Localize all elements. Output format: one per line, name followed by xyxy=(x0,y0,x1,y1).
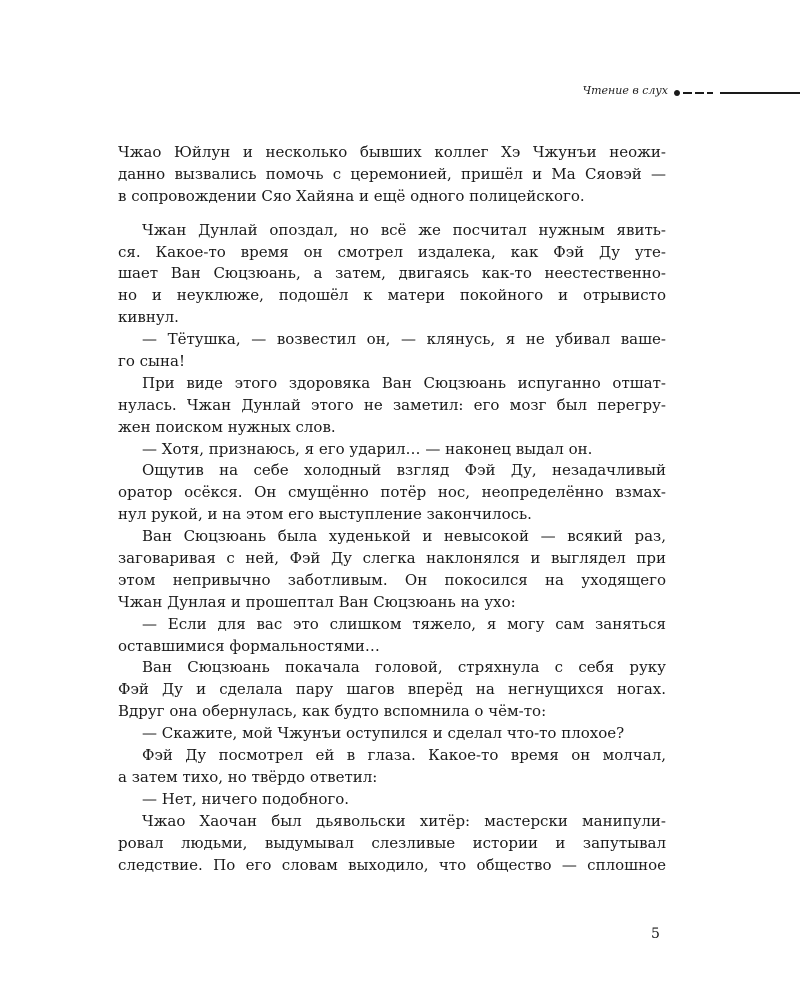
text-line: а затем тихо, но твёрдо ответил: xyxy=(118,767,378,786)
text-line: в сопровождении Сяо Хайяна и ещё одного полицейского. xyxy=(118,186,585,205)
text-line: этом непривычно заботливым. Он покосился на уходящего xyxy=(118,570,666,589)
section-gap xyxy=(118,208,666,220)
text-line: нул рукой, и на этом его выступление закончилось. xyxy=(118,505,532,524)
text-line: данно вызвались помочь с церемонией, пришёл и Ма Сяовэй — xyxy=(118,164,666,183)
text-line: Вдруг она обернулась, как будто вспомнила о чём-то: xyxy=(118,702,547,721)
text-line: — Нет, ничего подобного. xyxy=(142,789,350,808)
text-line: оставшимися формальностями… xyxy=(118,636,380,655)
text-line: — Скажите, мой Чжунъи оступился и сделал что-то плохое? xyxy=(142,724,625,743)
text-line: ся. Какое-то время он смотрел издалека, как Фэй Ду уте- xyxy=(118,242,666,261)
text-line: Фэй Ду посмотрел ей в глаза. Какое-то время он молчал, xyxy=(142,746,666,765)
text-line: — Если для вас это слишком тяжело, я могу сам заняться xyxy=(142,614,666,633)
text-line: Фэй Ду и сделала пару шагов вперёд на негнущихся ногах. xyxy=(118,680,666,699)
text-line: но и неуклюже, подошёл к матери покойного и отрывисто xyxy=(118,286,666,305)
running-head-dash xyxy=(695,92,704,94)
text-line: го сына! xyxy=(118,352,185,371)
text-line: жен поиском нужных слов. xyxy=(118,417,336,436)
text-line: ровал людьми, выдумывал слезливые истории и запутывал xyxy=(118,833,666,852)
text-line: следствие. По его словам выходило, что общество — сплошное xyxy=(118,855,666,874)
text-line: Чжан Дунлай опоздал, но всё же посчитал нужным явить- xyxy=(142,220,666,239)
text-line: Чжао Хаочан был дьявольски хитёр: мастерски манипули- xyxy=(142,811,666,830)
text-line: кивнул. xyxy=(118,308,179,327)
text-line: — Тётушка, — возвестил он, — клянусь, я не убивал ваше- xyxy=(142,330,666,349)
body-text xyxy=(118,142,666,876)
text-line: Чжан Дунлая и прошептал Ван Сюцзюань на ухо: xyxy=(118,592,516,611)
text-line: заговаривая с ней, Фэй Ду слегка наклонялся и выглядел при xyxy=(118,549,666,568)
running-head-dash xyxy=(707,92,713,94)
page-number: 5 xyxy=(651,926,660,942)
text-line: При виде этого здоровяка Ван Сюцзюань испуганно отшат- xyxy=(142,373,666,392)
text-line: Ван Сюцзюань была худенькой и невысокой — всякий раз, xyxy=(142,527,666,546)
text-line: — Хотя, признаюсь, я его ударил… — наконец выдал он. xyxy=(142,439,593,458)
running-head-rule xyxy=(720,92,800,94)
running-head xyxy=(480,84,800,104)
text-line: шает Ван Сюцзюань, а затем, двигаясь как-то неестественно- xyxy=(118,264,666,283)
running-head-dash xyxy=(683,92,692,94)
text-line: оратор осёкся. Он смущённо потёр нос, неопределённо взмах- xyxy=(118,483,666,502)
running-head-title: Чтение в слух xyxy=(582,84,668,97)
text-line: нулась. Чжан Дунлай этого не заметил: его мозг был перегру- xyxy=(118,395,666,414)
text-line: Ван Сюцзюань покачала головой, стряхнула с себя руку xyxy=(142,658,666,677)
text-line: Ощутив на себе холодный взгляд Фэй Ду, незадачливый xyxy=(142,461,666,480)
text-line: Чжао Юйлун и несколько бывших коллег Хэ Чжунъи неожи- xyxy=(118,143,666,161)
running-head-dot-ornament xyxy=(674,90,680,96)
